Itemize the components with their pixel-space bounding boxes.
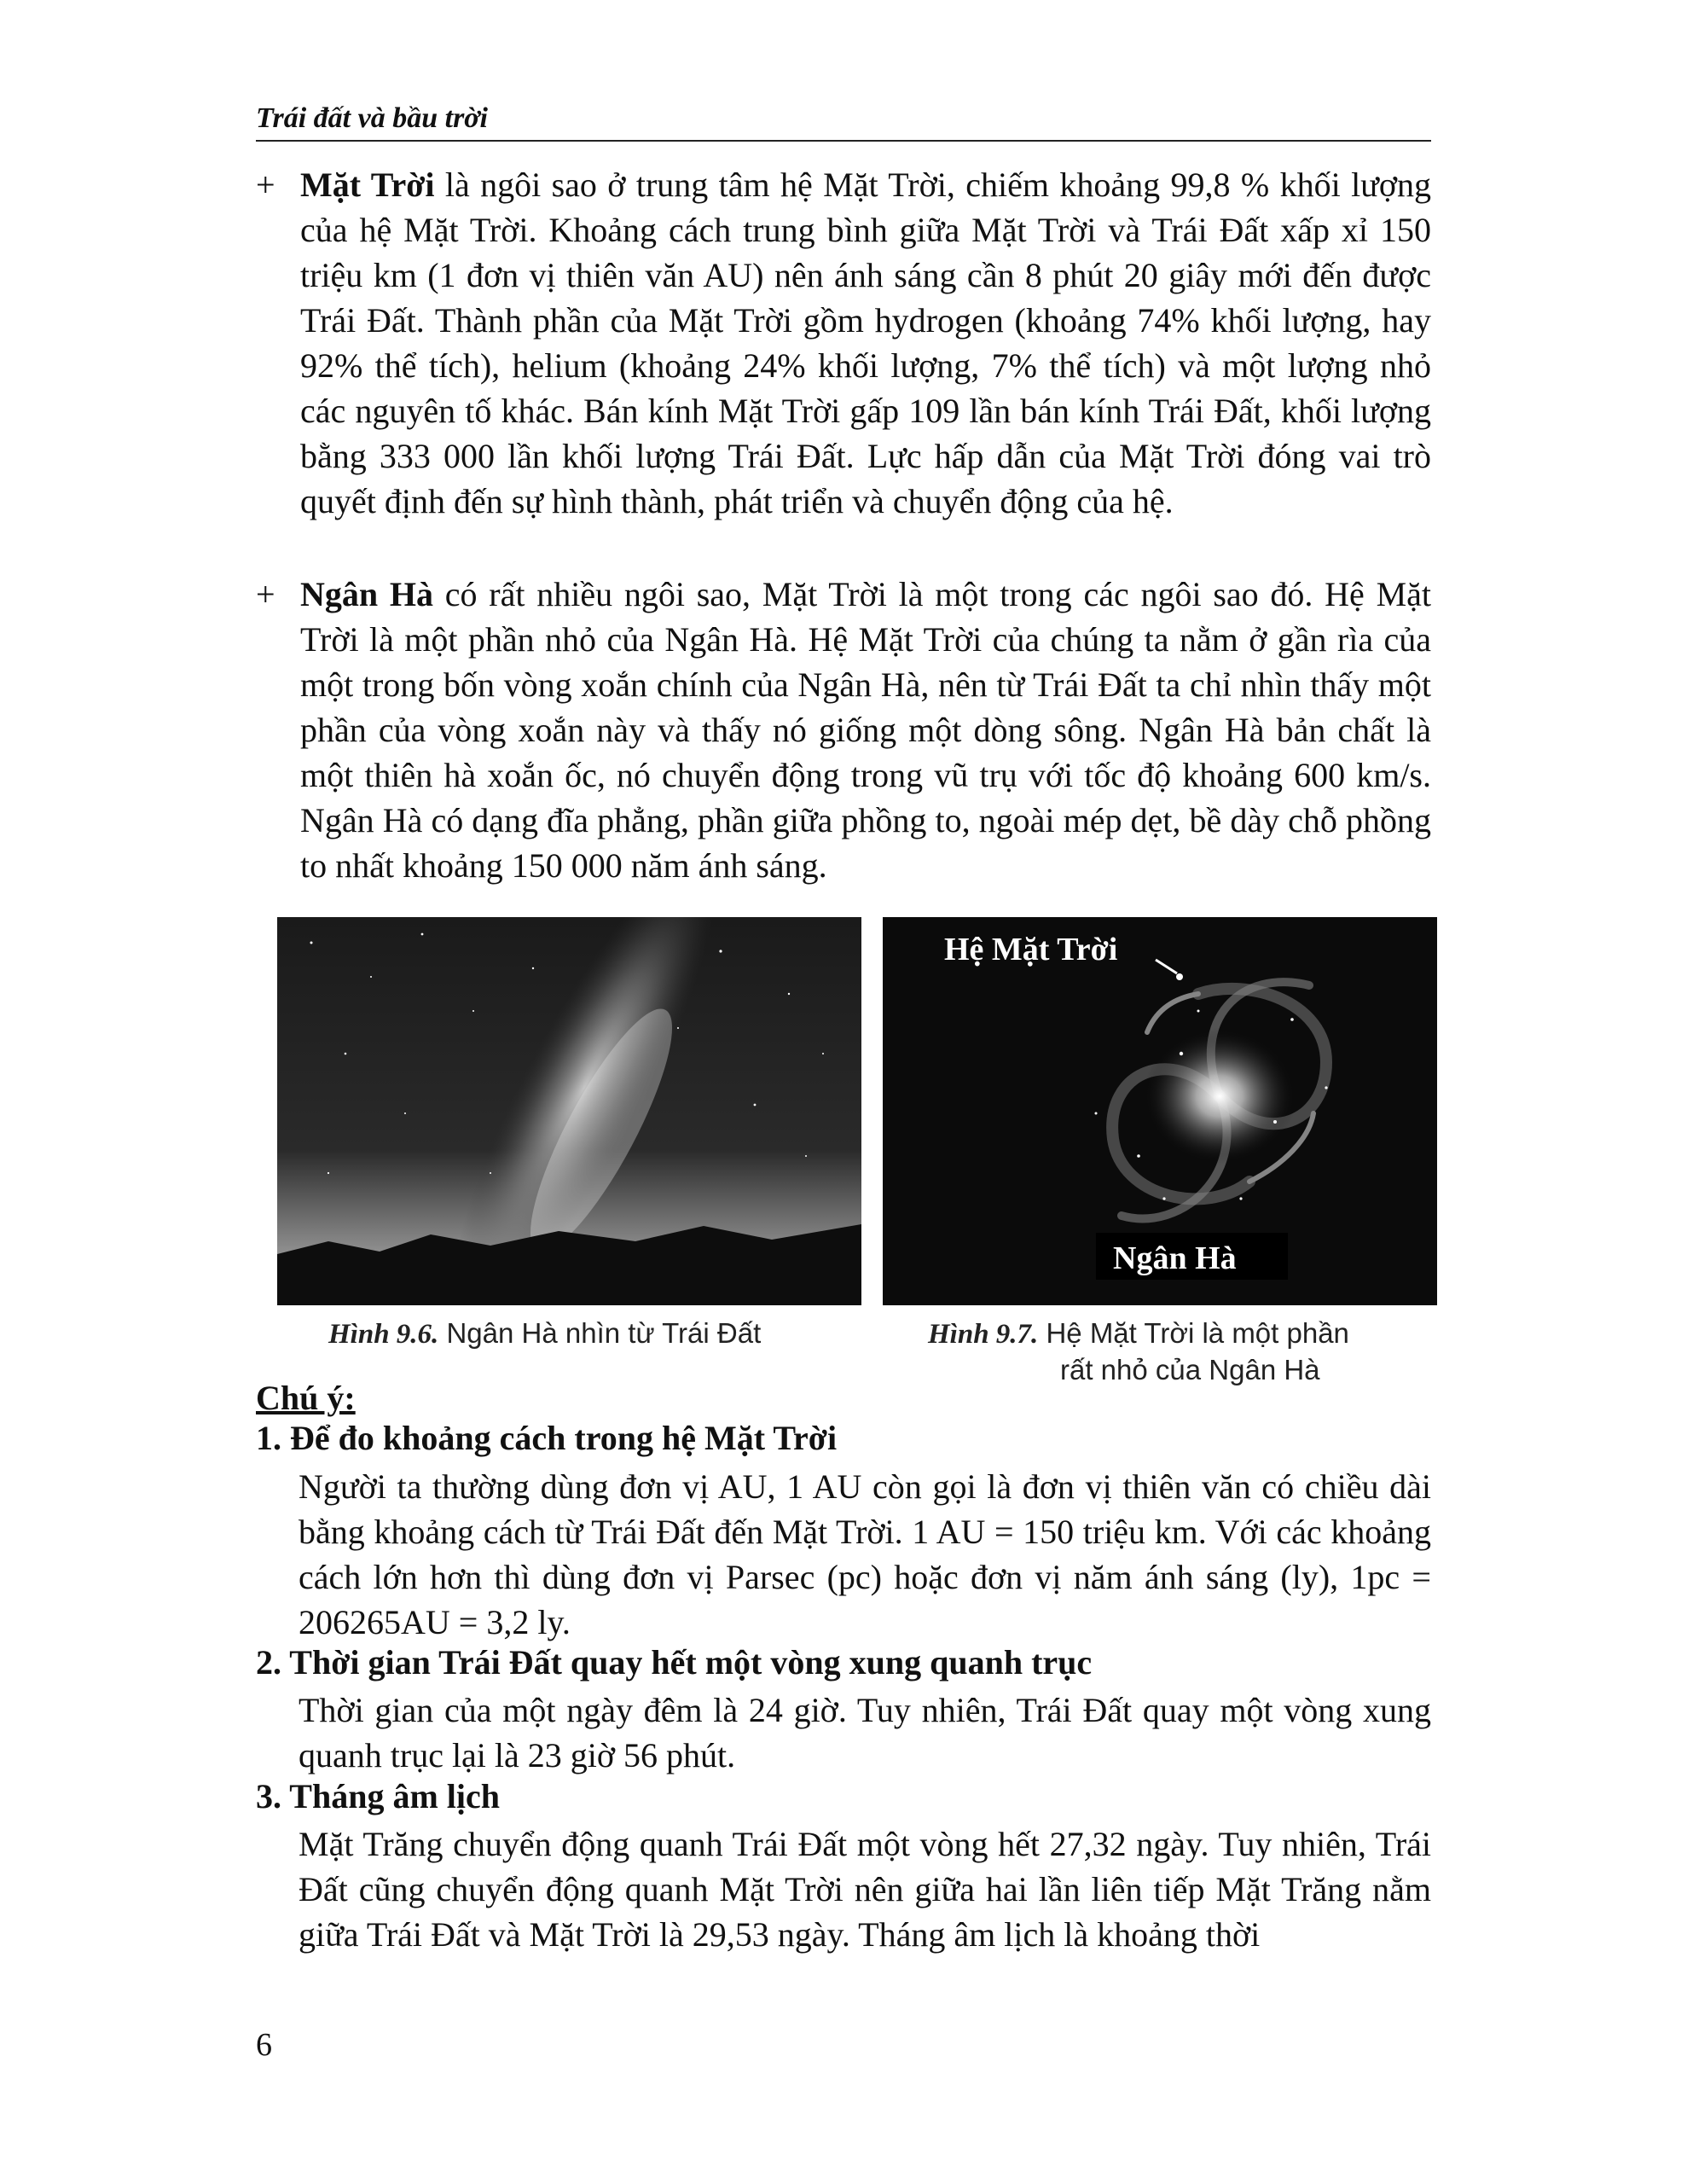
bullet-milky-way — [256, 572, 1431, 888]
note-section-3-heading: 3. Tháng âm lịch — [256, 1777, 500, 1815]
note-section-2-heading: 2. Thời gian Trái Đất quay hết một vòng xung quanh trục — [256, 1643, 1093, 1682]
spiral-galaxy-art — [883, 917, 1437, 1305]
milky-way-photo-art — [277, 917, 861, 1305]
bullet-text: là ngôi sao ở trung tâm hệ Mặt Trời, chiếm khoảng 99,8 % khối lượng của hệ Mặt Trời. Khoảng cách trung bình giữa Mặt Trời và Trái Đất xấp xỉ 150 triệu km (1 đơn vị thiên văn AU) nên ánh sáng cần 8 phút 20 giây mới đến được Trái Đất. Thành phần của Mặt Trời gồm hydrogen (khoảng 74% khối lượng, hay 92% thể tích), helium (khoảng 24% khối lượng, 7% thể tích) và một lượng nhỏ các nguyên tố khác. Bán kính Mặt Trời gấp 109 lần bán kính Trái Đất, khối lượng bằng 333 000 lần khối lượng Trái Đất. Lực hấp dẫn của Mặt Trời đóng vai trò quyết định đến sự hình thành, phát triển và chuyển động của hệ. — [300, 166, 1432, 520]
note-title: Chú ý: — [256, 1379, 356, 1417]
spiral-galaxy-image — [883, 917, 1437, 1305]
figure-9-6-caption — [328, 1316, 874, 1352]
bullet-mark: + — [256, 166, 275, 204]
note-section-1-heading: 1. Để đo khoảng cách trong hệ Mặt Trời — [256, 1419, 838, 1457]
figure-caption-text: Ngân Hà nhìn từ Trái Đất — [438, 1317, 762, 1349]
note-section-3-body: Mặt Trăng chuyển động quanh Trái Đất một vòng hết 27,32 ngày. Tuy nhiên, Trái Đất cũng chuyển động quanh Mặt Trời nên giữa hai lần liên tiếp Mặt Trăng nằm giữa Trái Đất và Mặt Trời là 29,53 ngày. Tháng âm lịch là khoảng thời — [299, 1825, 1431, 1954]
solar-system-label: Hệ Mặt Trời — [944, 932, 1118, 967]
bullet-term: Mặt Trời — [300, 166, 435, 204]
bullet-text: có rất nhiều ngôi sao, Mặt Trời là một trong các ngôi sao đó. Hệ Mặt Trời là một phần nhỏ của Ngân Hà. Hệ Mặt Trời của chúng ta nằm ở gần rìa của một trong bốn vòng xoắn chính của Ngân Hà, nên từ Trái Đất ta chỉ nhìn thấy một phần của vòng xoắn này và thấy nó giống một dòng sông. Ngân Hà bản chất là một thiên hà xoắn ốc, nó chuyển động trong vũ trụ với tốc độ khoảng 600 km/s. Ngân Hà có dạng đĩa phẳng, phần giữa phồng to, ngoài mép dẹt, bề dày chỗ phồng to nhất khoảng 150 000 năm ánh sáng. — [300, 575, 1431, 885]
milky-way-photo — [277, 917, 861, 1305]
note-section-1-body: Người ta thường dùng đơn vị AU, 1 AU còn gọi là đơn vị thiên văn có chiều dài bằng khoảng cách từ Trái Đất đến Mặt Trời. 1 AU = 150 triệu km. Với các khoảng cách lớn hơn thì dùng đơn vị Parsec (pc) hoặc đơn vị năm ánh sáng (ly), 1pc = 206265AU = 3,2 ly. — [299, 1467, 1431, 1641]
figure-caption-line1: Hệ Mặt Trời là một phần — [1038, 1317, 1349, 1349]
bullet-mark: + — [256, 575, 275, 613]
figure-label: Hình 9.7. — [928, 1319, 1039, 1350]
running-header — [256, 102, 1431, 142]
solar-system-marker — [1176, 973, 1183, 980]
figure-caption-line2: rất nhỏ của Ngân Hà — [1060, 1354, 1320, 1385]
bullet-term: Ngân Hà — [300, 575, 434, 613]
figure-9-7-caption — [928, 1316, 1440, 1388]
bullet-sun — [256, 162, 1431, 524]
milky-way-label: Ngân Hà — [1113, 1240, 1237, 1276]
header-title: Trái đất và bầu trời — [256, 102, 488, 134]
figure-label: Hình 9.6. — [328, 1319, 439, 1350]
note-section-2-body: Thời gian của một ngày đêm là 24 giờ. Tuy nhiên, Trái Đất quay một vòng xung quanh trục lại là 23 giờ 56 phút. — [299, 1691, 1431, 1774]
page-number: 6 — [256, 2027, 272, 2063]
